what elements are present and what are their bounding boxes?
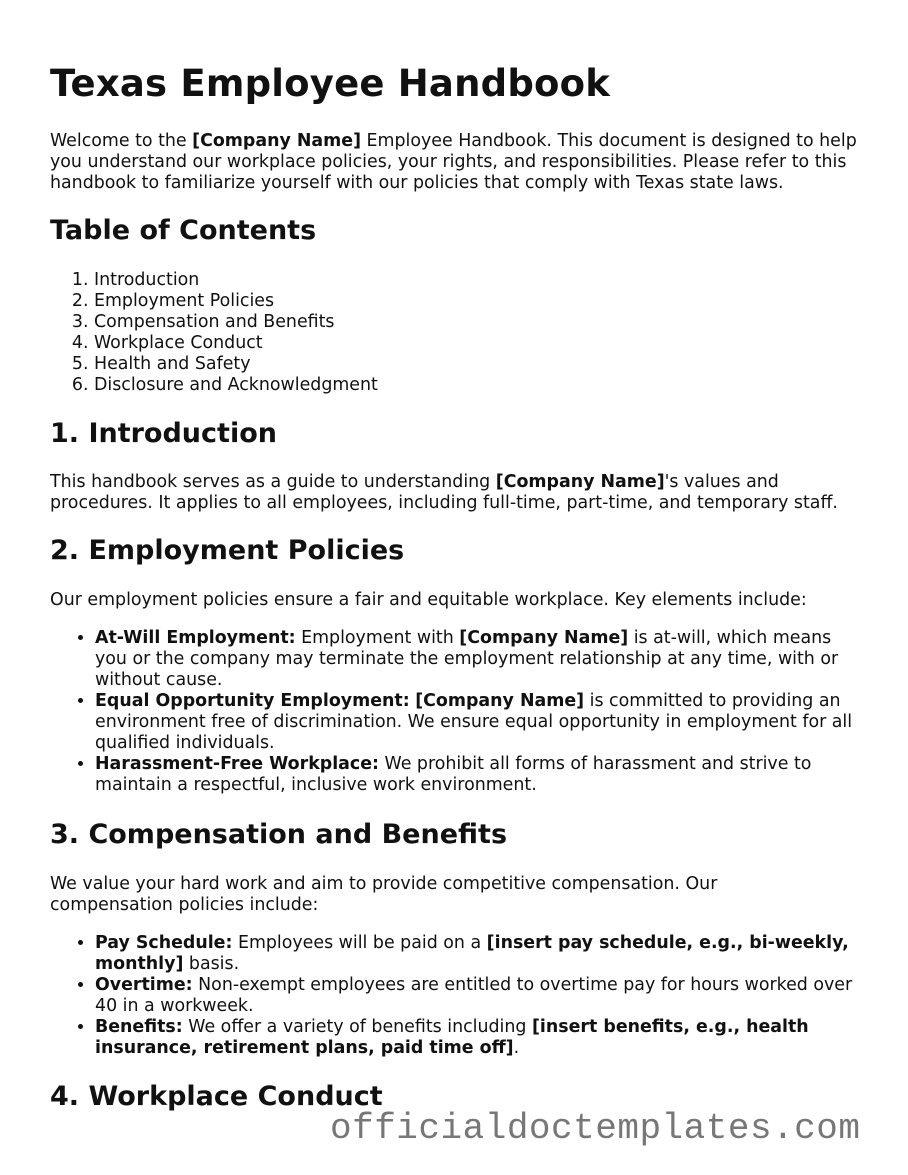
compensation-lead: We value your hard work and aim to provide competitive compensation. Our compensation policies include: — [50, 874, 718, 915]
item-placeholder: [Company Name] — [459, 628, 629, 648]
toc-list — [50, 270, 378, 396]
list-item — [95, 754, 860, 796]
section-heading-compensation: 3. Compensation and Benefits — [50, 819, 508, 850]
item-label: Harassment-Free Workplace: — [95, 754, 379, 774]
item-label: Pay Schedule: — [95, 933, 233, 953]
intro-text-rest: Employee Handbook. This document is designed to help you understand our workplace policies, your rights, and responsibilities. Please refer to this handbook to familiarize yourself with our policies that comply with Texas state laws. — [50, 131, 857, 193]
item-label: Equal Opportunity Employment: — [95, 691, 410, 711]
item-text: Employment with — [295, 628, 460, 648]
section-heading-introduction: 1. Introduction — [50, 418, 277, 449]
item-placeholder: [insert benefits, e.g., health insurance, retirement plans, paid time off] — [95, 1017, 809, 1058]
introduction-paragraph — [50, 472, 860, 514]
list-item — [95, 628, 860, 691]
company-name-placeholder: [Company Name] — [495, 472, 665, 492]
section-heading-employment-policies: 2. Employment Policies — [50, 535, 405, 566]
item-label: At-Will Employment: — [95, 628, 296, 648]
toc-item[interactable]: 4. Workplace Conduct — [94, 333, 378, 354]
intro-paragraph — [50, 131, 860, 194]
toc-item[interactable]: 1. Introduction — [94, 270, 378, 291]
item-text: basis. — [183, 954, 240, 974]
list-item — [95, 691, 860, 754]
item-placeholder: [Company Name] — [415, 691, 585, 711]
list-item — [95, 933, 860, 975]
item-label: Overtime: — [95, 975, 193, 995]
company-name-placeholder: [Company Name] — [192, 131, 362, 151]
employment-policies-list — [50, 628, 860, 796]
item-text: is at-will, which means you or the company may terminate the employment relationship at any time, with or without cause. — [95, 628, 839, 690]
document-title: Texas Employee Handbook — [50, 62, 611, 105]
watermark: officialdoctemplates.com — [330, 1108, 861, 1149]
item-text: We offer a variety of benefits including — [182, 1017, 532, 1037]
list-item — [95, 1017, 860, 1059]
item-text: We prohibit all forms of harassment and strive to maintain a respectful, inclusive work environment. — [95, 754, 812, 795]
compensation-list — [50, 933, 860, 1059]
introduction-text: This handbook serves as a guide to understanding — [50, 472, 496, 492]
toc-item[interactable]: 2. Employment Policies — [94, 291, 378, 312]
item-text: Non-exempt employees are entitled to overtime pay for hours worked over 40 in a workweek. — [95, 975, 853, 1016]
list-item — [95, 975, 860, 1017]
section-heading-workplace-conduct: 4. Workplace Conduct — [50, 1081, 383, 1112]
item-text: . — [513, 1038, 520, 1058]
item-text: Employees will be paid on a — [232, 933, 487, 953]
introduction-text-rest: 's values and procedures. It applies to all employees, including full-time, part-time, and temporary staff. — [50, 472, 838, 513]
item-placeholder: [insert pay schedule, e.g., bi-weekly, monthly] — [95, 933, 849, 974]
employment-policies-lead: Our employment policies ensure a fair and equitable workplace. Key elements include: — [50, 590, 807, 610]
toc-item[interactable]: 3. Compensation and Benefits — [94, 312, 378, 333]
intro-text: Welcome to the — [50, 131, 193, 151]
toc-heading: Table of Contents — [50, 215, 317, 246]
toc-item[interactable]: 6. Disclosure and Acknowledgment — [94, 375, 378, 396]
toc-item[interactable]: 5. Health and Safety — [94, 354, 378, 375]
item-label: Benefits: — [95, 1017, 183, 1037]
item-text: is committed to providing an environment free of discrimination. We ensure equal opportunity in employment for all qualified individuals. — [95, 691, 853, 753]
